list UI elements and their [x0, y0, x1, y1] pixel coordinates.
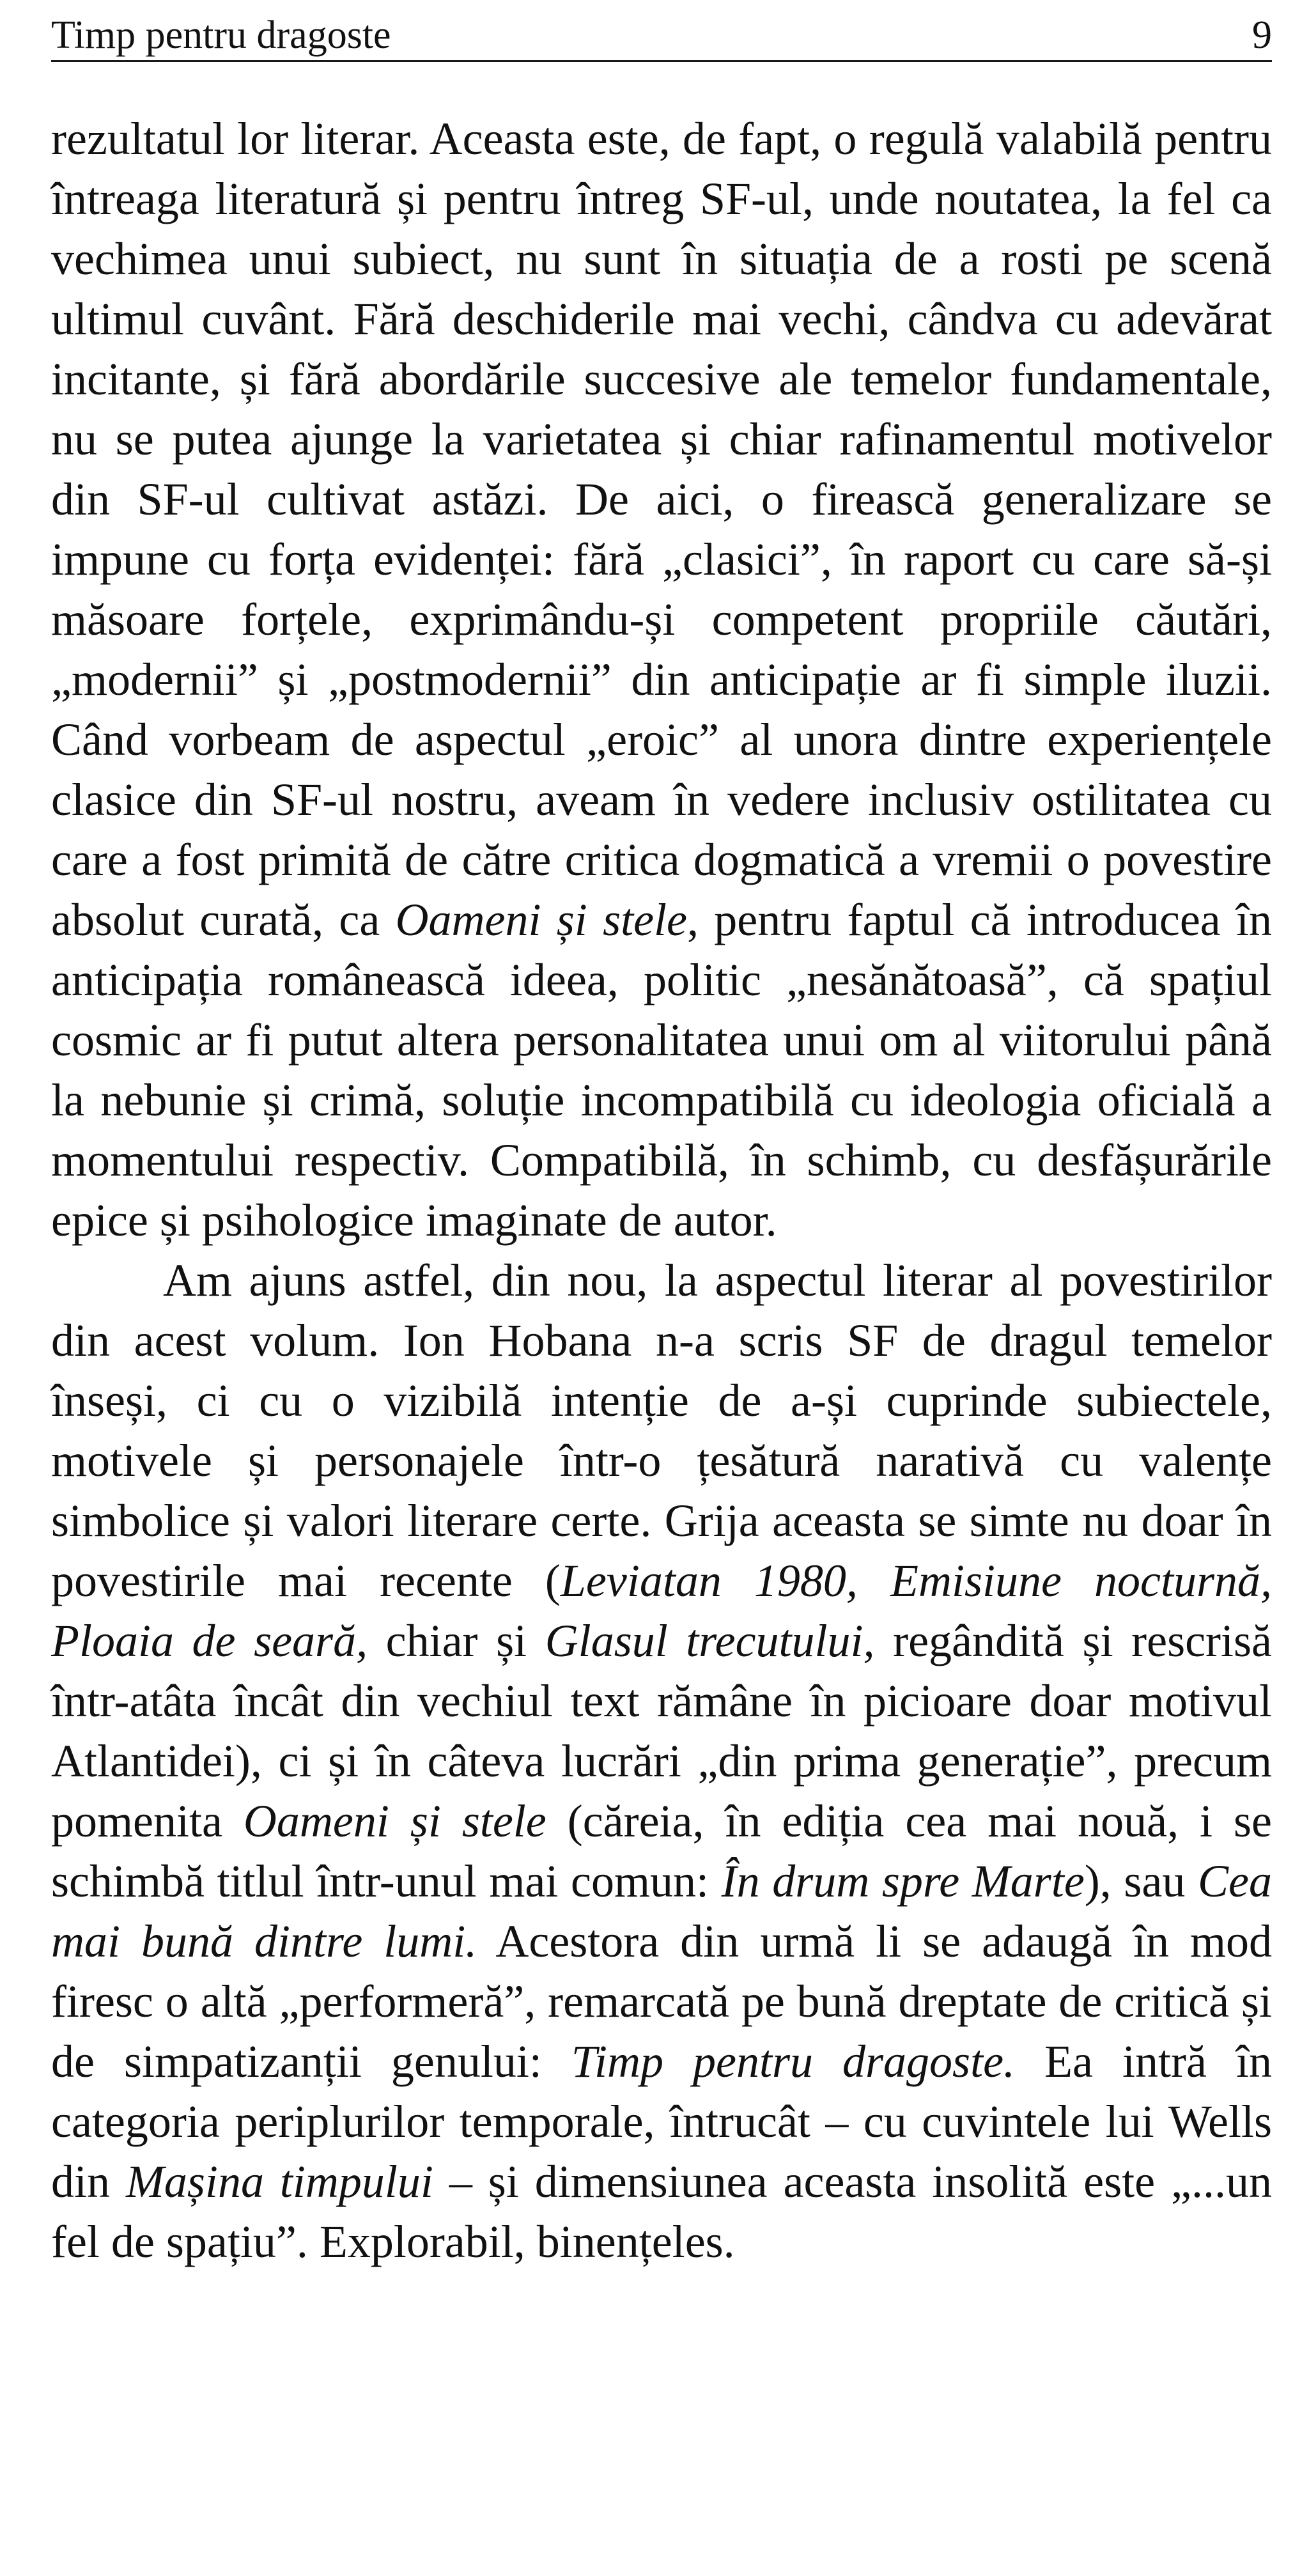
text-run: chiar și: [368, 1615, 545, 1666]
italic-title-run: Timp pentru dragoste.: [571, 2036, 1016, 2087]
italic-title-run: Leviatan 1980, Emisiune nocturnă, Ploaia de seară,: [51, 1555, 1272, 1666]
italic-title-run: Oameni și stele: [243, 1796, 546, 1847]
text-run: Ea intră în categoria periplurilor temporale, întrucât – cu cuvintele lui Wells din: [51, 2036, 1272, 2207]
text-run: Am ajuns astfel, din nou, la aspectul literar al povestirilor din acest volum. Ion Hobana n-a scris SF de dragul temelor înseși, ci cu o vizibilă intenție de a-și cuprinde subiectele, motivele și personajele într-o țesătură narativă cu valențe simbolice și valori literare certe. Grija aceasta se simte nu doar în povestirile mai recente (: [51, 1255, 1272, 1606]
running-title: Timp pentru dragoste: [51, 13, 391, 57]
italic-title-run: Mașina timpului: [125, 2156, 433, 2207]
text-run: , pentru faptul că introducea în anticipația românească ideea, politic „nesănătoasă”, că spațiul cosmic ar fi putut altera personalitatea unui om al viitorului până la nebunie și crimă, soluție incompatibilă cu ideologia oficială a momentului respectiv. Compatibilă, în schimb, cu desfășurările epice și psihologice imaginate de autor.: [51, 894, 1273, 1246]
page-number: 9: [1252, 13, 1272, 57]
italic-title-run: Oameni și stele: [395, 894, 688, 945]
text-run: Acestora din urmă li se adaugă în mod firesc o altă „performeră”, remarcată pe bună dreptate de critică și de simpatizanții genului:: [51, 1916, 1272, 2087]
paragraph-2: [51, 1250, 1272, 2272]
running-header: [51, 9, 1272, 62]
text-run: – și dimensiunea aceasta insolită este „...un fel de spațiu”. Explorabil, binențeles.: [51, 2156, 1273, 2267]
italic-title-run: Glasul trecutului,: [545, 1615, 875, 1666]
body-text: [51, 109, 1272, 2272]
text-run: regândită și rescrisă într-atâta încât din vechiul text rămâne în picioare doar motivul Atlantidei), ci și în câteva lucrări „din prima generație”, precum pomenita: [51, 1615, 1272, 1847]
italic-title-run: În drum spre Marte: [721, 1856, 1085, 1907]
text-run: (căreia, în ediția cea mai nouă, i se schimbă titlul într-unul mai comun:: [51, 1796, 1272, 1907]
text-run: ), sau: [1084, 1856, 1198, 1907]
italic-title-run: Cea mai bună dintre lumi.: [51, 1856, 1272, 1967]
paragraph-1: [51, 109, 1272, 1250]
text-run: rezultatul lor literar. Aceasta este, de fapt, o regulă valabilă pentru întreaga literatură și pentru întreg SF-ul, unde noutatea, la fel ca vechimea unui subiect, nu sunt în situația de a rosti pe scenă ultimul cuvânt. Fără deschiderile mai vechi, cândva cu adevărat incitante, și fără abordările succesive ale temelor fundamentale, nu se putea ajunge la varietatea și chiar rafinamentul motivelor din SF-ul cultivat astăzi. De aici, o firească generalizare se impune cu forța evidenței: fără „clasici”, în raport cu care să-și măsoare forțele, exprimându-și competent propriile căutări, „modernii” și „postmodernii” din anticipație ar fi simple iluzii. Când vorbeam de aspectul „eroic” al unora dintre experiențele clasice din SF-ul nostru, aveam în vedere inclusiv ostilitatea cu care a fost primită de către critica dogmatică a vremii o povestire absolut curată, ca: [51, 113, 1272, 945]
